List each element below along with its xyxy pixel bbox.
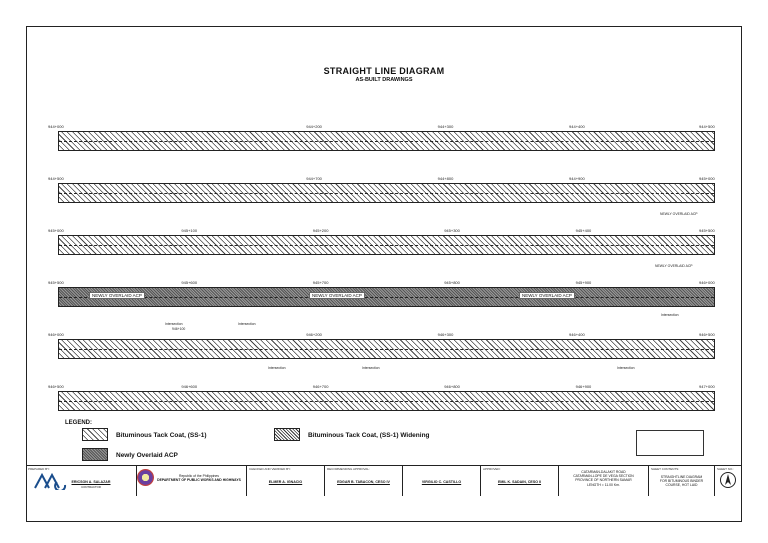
agency-line-2: DEPARTMENT OF PUBLIC WORKS AND HIGHWAYS: [157, 478, 241, 483]
sheet-no-label: SHEET NO.:: [717, 467, 734, 471]
sheet-contents-line-2: FOR BITUMINOUS BINDER: [659, 479, 704, 484]
road-strip-6: [58, 391, 715, 411]
contractor-role: CONTRACTOR: [81, 485, 101, 489]
station-label: 944+700: [306, 176, 322, 181]
overlaid-acp-label-3: NEWLY OVERLAID ACP: [519, 292, 575, 299]
legend-swatch-widening: [274, 428, 300, 441]
checked-cell: [246, 466, 324, 496]
project-line-1: CATARMAN-DALAKIT ROAD: [581, 470, 626, 474]
station-label: 944+500: [699, 124, 715, 129]
station-label: 946+700: [312, 384, 329, 389]
intersection-annotation: Intersection: [238, 322, 256, 326]
legend-title: LEGEND:: [65, 420, 92, 426]
recommending-name: EDGAR B. TABACON, CESO IV: [337, 480, 390, 484]
project-line-2: CATARMAN-LOPE DE VEGA SECTION: [573, 474, 634, 479]
station-label: 945+800: [444, 280, 460, 285]
drawing-sheet: [26, 26, 742, 522]
sheet-contents-line-3: COURSE, HOT LAID: [665, 483, 698, 488]
station-label: 945+100: [181, 228, 198, 233]
intersection-annotation: 946+100: [172, 327, 186, 331]
road-strip-4: [58, 287, 715, 307]
centerline: [59, 401, 714, 402]
title-block: [26, 465, 742, 496]
overlaid-acp-label-2: NEWLY OVERLAID ACP: [309, 292, 365, 299]
station-label: 945+900: [575, 280, 592, 285]
station-label: 944+400: [569, 124, 585, 129]
station-label: 945+500: [699, 228, 715, 233]
north-arrow-icon: [720, 472, 736, 488]
station-label: 945+600: [181, 280, 198, 285]
agency-line-1: Republic of the Philippines: [179, 474, 219, 478]
station-label: 945+200: [312, 228, 329, 233]
notes-box: [636, 430, 704, 456]
station-label: 944+000: [48, 124, 64, 129]
station-label: 945+500: [48, 280, 64, 285]
dpwh-seal: [137, 469, 154, 486]
legend-label-overlaid-acp: Newly Overlaid ACP: [116, 452, 178, 459]
approved-cell: [480, 466, 558, 496]
overlaid-callout-2: NEWLY OVERLAID ACP: [655, 264, 693, 268]
station-label: 946+900: [575, 384, 592, 389]
legend-label-widening: Bituminous Tack Coat, (SS-1) Widening: [308, 432, 430, 439]
intersection-annotation: Intersection: [661, 313, 679, 317]
diagram-subtitle: AS-BUILT DRAWINGS: [355, 77, 413, 83]
centerline: [59, 141, 714, 142]
station-label: 945+700: [312, 280, 329, 285]
third-signatory-name: VIRGILIO C. CASTILLO: [421, 480, 462, 484]
diagram-title: STRAIGHT LINE DIAGRAM: [323, 66, 445, 76]
intersection-annotation: Intersection: [165, 322, 183, 326]
recommending-label: RECOMMENDING APPROVAL:: [327, 467, 370, 471]
third-signatory-cell: [402, 466, 480, 496]
station-label: 947+000: [699, 384, 715, 389]
road-strip-2: [58, 183, 715, 203]
intersection-annotation: Intersection: [268, 366, 286, 370]
centerline: [59, 349, 714, 350]
approved-label: APPROVED:: [483, 467, 501, 471]
road-strip-5: [58, 339, 715, 359]
station-label: 946+300: [437, 332, 454, 337]
sheet-contents-cell: [648, 466, 714, 496]
contractor-logo: [33, 472, 67, 490]
road-strip-3: [58, 235, 715, 255]
centerline: [59, 193, 714, 194]
overlaid-acp-label-1: NEWLY OVERLAID ACP: [89, 292, 145, 299]
station-label: 945+300: [444, 228, 460, 233]
checked-label: CHECKED AND VERIFIED BY:: [249, 467, 291, 471]
centerline: [59, 245, 714, 246]
station-label: 945+000: [48, 228, 64, 233]
station-label: 946+200: [306, 332, 322, 337]
sheet-contents-line-1: STRAIGHTLINE DIAGRAM: [660, 475, 703, 479]
road-strip-1: [58, 131, 715, 151]
station-label: 944+500: [48, 176, 64, 181]
intersection-annotation: Intersection: [362, 366, 380, 370]
station-label: 946+000: [699, 280, 715, 285]
legend-swatch-overlaid-acp: [82, 448, 108, 461]
station-label: 944+900: [569, 176, 585, 181]
overlaid-callout-1: NEWLY OVERLAID ACP: [660, 212, 698, 216]
station-label: 946+500: [48, 384, 64, 389]
station-label: 946+500: [699, 332, 715, 337]
station-label: 944+300: [437, 124, 454, 129]
approved-name: EMIL K. SADAIN, CESO II: [497, 480, 542, 484]
station-label: 944+800: [437, 176, 454, 181]
legend-swatch-tack-coat: [82, 428, 108, 441]
legend-label-tack-coat: Bituminous Tack Coat, (SS-1): [116, 432, 207, 439]
station-label: 945+000: [699, 176, 715, 181]
contractor-name: ERICSON A. SALAZAR: [71, 480, 111, 484]
station-label: 944+200: [306, 124, 322, 129]
project-line-3: PROVINCE OF NORTHERN SAMAR: [575, 478, 632, 483]
station-label: 945+400: [575, 228, 592, 233]
project-cell: [558, 466, 648, 496]
station-label: 946+000: [48, 332, 64, 337]
recommending-cell: [324, 466, 402, 496]
station-label: 946+600: [181, 384, 198, 389]
station-label: 946+800: [444, 384, 460, 389]
prepared-label: PREPARED BY:: [28, 467, 50, 471]
checked-name: ELMER A. IGNACIO: [268, 480, 303, 484]
station-label: 946+400: [569, 332, 585, 337]
intersection-annotation: Intersection: [617, 366, 635, 370]
centerline: [59, 297, 714, 298]
sheet-contents-label: SHEET CONTENTS:: [651, 467, 680, 471]
project-line-4: LENGTH = 11.00 Km.: [587, 482, 620, 487]
